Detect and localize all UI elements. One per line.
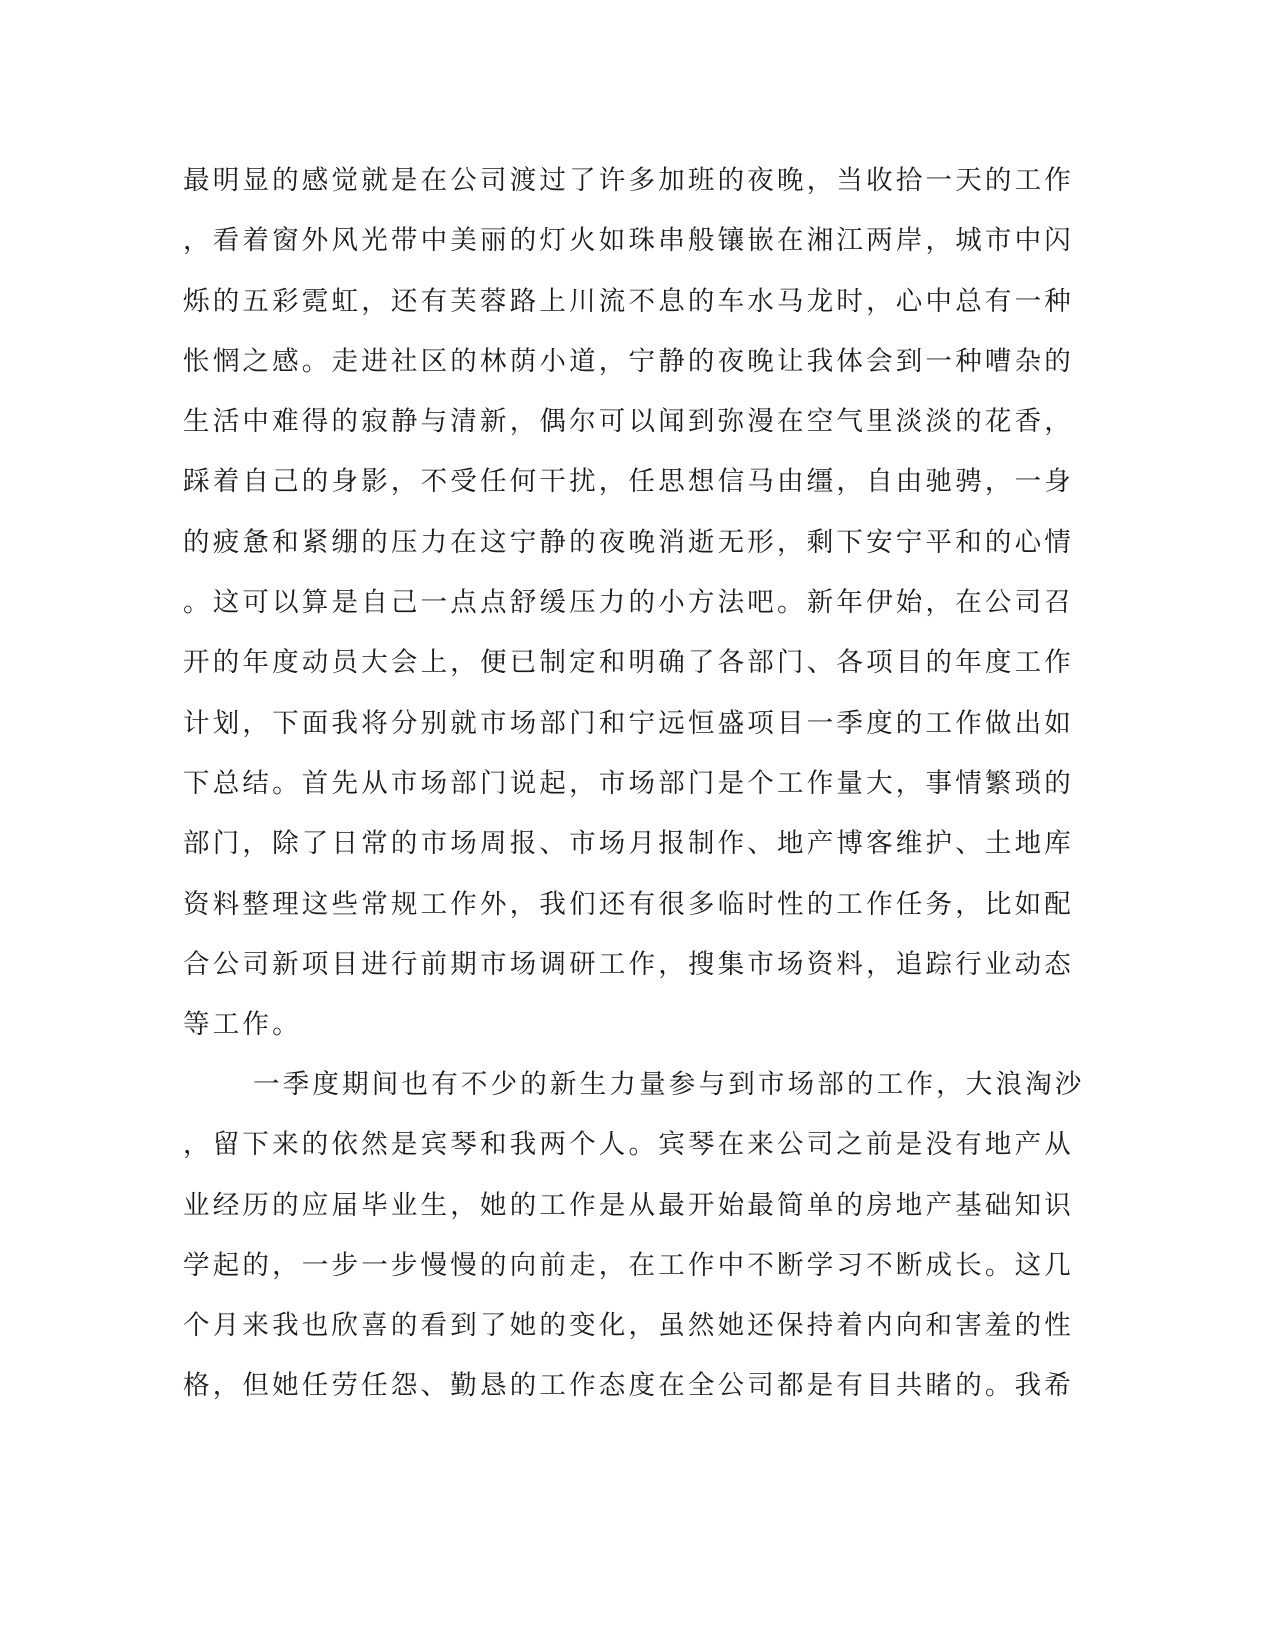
text-line: 踩着自己的身影，不受任何干扰，任思想信马由缰，自由驰骋，一身 — [183, 466, 1074, 498]
text-line: 计划，下面我将分别就市场部门和宁远恒盛项目一季度的工作做出如 — [183, 707, 1074, 739]
text-line: 。这可以算是自己一点点舒缓压力的小方法吧。新年伊始，在公司召 — [183, 587, 1074, 619]
text-line: 部门，除了日常的市场周报、市场月报制作、地产博客维护、土地库 — [183, 828, 1074, 860]
text-line: 生活中难得的寂静与清新，偶尔可以闻到弥漫在空气里淡淡的花香， — [183, 406, 1074, 438]
paragraph-1 — [183, 158, 1074, 1062]
text-line: 的疲惫和紧绷的压力在这宁静的夜晚消逝无形，剩下安宁平和的心情 — [183, 526, 1074, 558]
text-line: 怅惘之感。走进社区的林荫小道，宁静的夜晚让我体会到一种嘈杂的 — [183, 345, 1074, 377]
text-line: 下总结。首先从市场部门说起，市场部门是个工作量大，事情繁琐的 — [183, 767, 1074, 799]
text-line: 合公司新项目进行前期市场调研工作，搜集市场资料，追踪行业动态 — [183, 948, 1074, 980]
text-line: ，留下来的依然是宾琴和我两个人。宾琴在来公司之前是没有地产从 — [183, 1129, 1074, 1161]
text-line: 烁的五彩霓虹，还有芙蓉路上川流不息的车水马龙时，心中总有一种 — [183, 285, 1074, 317]
text-line: ，看着窗外风光带中美丽的灯火如珠串般镶嵌在湘江两岸，城市中闪 — [183, 225, 1074, 257]
text-line: 一季度期间也有不少的新生力量参与到市场部的工作，大浪淘沙 — [253, 1069, 1085, 1100]
text-line: 业经历的应届毕业生，她的工作是从最开始最简单的房地产基础知识 — [183, 1189, 1074, 1221]
text-line: 格，但她任劳任怨、勤恳的工作态度在全公司都是有目共睹的。我希 — [183, 1370, 1074, 1402]
text-line: 学起的，一步一步慢慢的向前走，在工作中不断学习不断成长。这几 — [183, 1249, 1074, 1281]
text-line: 个月来我也欣喜的看到了她的变化，虽然她还保持着内向和害羞的性 — [183, 1310, 1074, 1342]
text-line: 等工作。 — [183, 1009, 302, 1041]
text-line: 资料整理这些常规工作外，我们还有很多临时性的工作任务，比如配 — [183, 888, 1074, 920]
text-line: 最明显的感觉就是在公司渡过了许多加班的夜晚，当收拾一天的工作 — [183, 165, 1074, 196]
paragraph-2 — [183, 1062, 1085, 1424]
text-line: 开的年度动员大会上，便已制定和明确了各部门、各项目的年度工作 — [183, 647, 1074, 679]
